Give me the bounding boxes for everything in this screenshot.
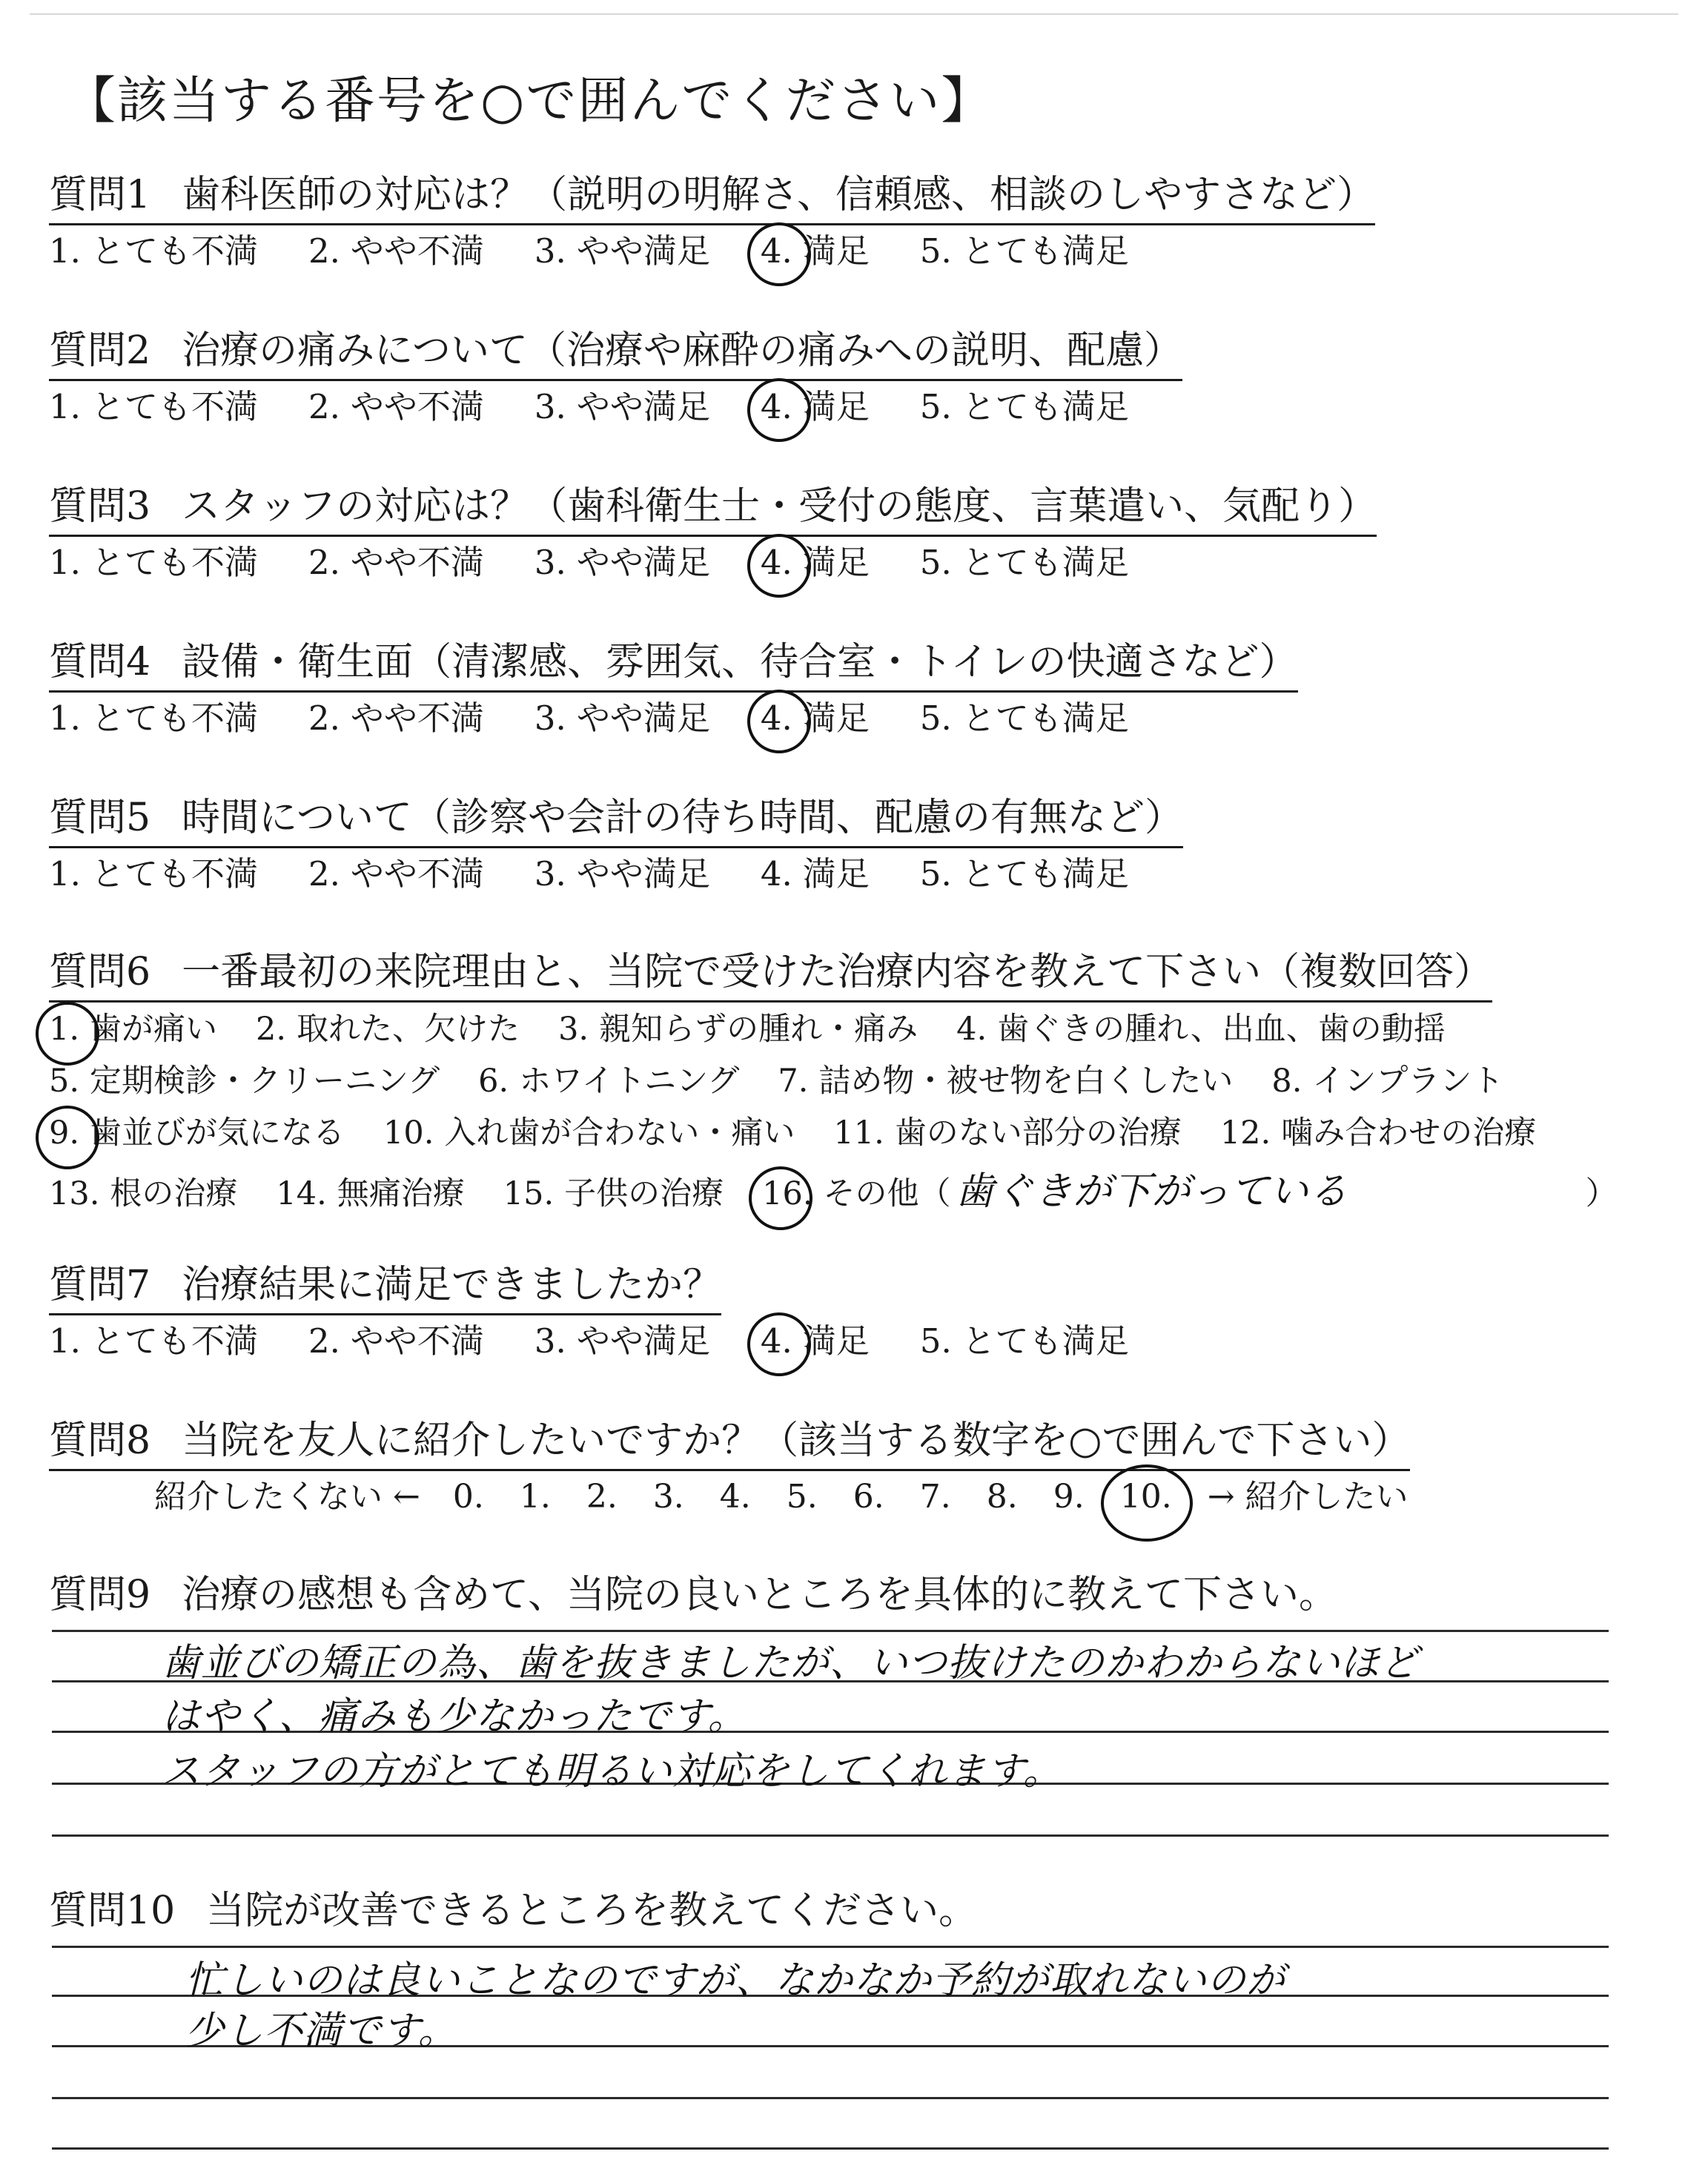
scale-value-5[interactable]: 5. — [786, 1478, 818, 1516]
question-2-number: 質問2 — [49, 328, 151, 373]
answer-rule — [52, 1834, 1609, 1837]
scale-value-2[interactable]: 2. — [586, 1478, 618, 1516]
reason-option-5[interactable] — [49, 1056, 440, 1101]
option-number: 3. — [534, 1321, 566, 1361]
question-6-row-1 — [49, 1004, 1484, 1049]
option-number: 2. — [308, 543, 340, 582]
option-label: 子供の治療 — [564, 1175, 724, 1212]
rating-option-2[interactable] — [308, 1314, 484, 1362]
rating-option-4[interactable] — [761, 535, 870, 584]
question-4 — [49, 630, 1298, 693]
option-label: やや満足 — [576, 543, 710, 582]
option-label: その他（ — [823, 1175, 951, 1212]
rating-option-5[interactable] — [920, 380, 1129, 428]
option-label: とても不満 — [90, 543, 258, 582]
scale-value-7[interactable]: 7. — [919, 1478, 951, 1516]
rating-option-3[interactable] — [534, 535, 710, 584]
option-label: 根の治療 — [110, 1175, 238, 1212]
other-close-paren: ） — [1585, 1175, 1618, 1212]
option-number: 5. — [919, 698, 952, 738]
option-number: 5. — [919, 231, 952, 271]
question-7-text: 治療結果に満足できましたか？ — [182, 1263, 722, 1307]
option-label: とても不満 — [90, 1321, 258, 1361]
reason-option-9[interactable] — [49, 1108, 345, 1153]
option-label: やや満足 — [576, 1321, 710, 1361]
question-6 — [49, 940, 1492, 1003]
option-label: 無痛治療 — [337, 1175, 465, 1212]
question-8-number: 質問8 — [49, 1418, 151, 1463]
question-8-scale — [154, 1470, 1409, 1517]
option-label: 親知らずの腫れ・痛み — [599, 1011, 918, 1048]
answer-rule — [52, 2097, 1609, 2099]
question-10 — [49, 1879, 977, 1935]
q9-answer-line-2: はやく、痛みも少なかったです。 — [162, 1694, 747, 1739]
option-number: 2. — [308, 387, 340, 426]
question-5-options — [49, 847, 1179, 895]
page-title: 【該当する番号を○で囲んでください】 — [65, 72, 993, 131]
reason-option-13[interactable] — [49, 1169, 237, 1214]
option-number: 6. — [478, 1063, 509, 1100]
question-7 — [49, 1253, 721, 1315]
question-1-text: 歯科医師の対応は？（説明の明解さ、信頼感、相談のしやすさなど） — [182, 173, 1376, 217]
rating-option-4[interactable] — [761, 847, 870, 895]
rating-option-5[interactable] — [920, 535, 1129, 584]
option-label: インプラント — [1312, 1063, 1504, 1100]
option-label: 詰め物・被せ物を白くしたい — [818, 1063, 1234, 1100]
question-7-number: 質問7 — [49, 1263, 151, 1307]
option-number: 3. — [534, 698, 566, 738]
rating-option-3[interactable] — [534, 224, 710, 272]
option-label: やや不満 — [350, 231, 484, 271]
question-2-text: 治療の痛みについて（治療や麻酔の痛みへの説明、配慮） — [182, 328, 1183, 373]
scale-value-1[interactable]: 1. — [519, 1478, 551, 1516]
option-label: 定期検診・クリーニング — [90, 1063, 440, 1100]
option-label: やや満足 — [576, 854, 710, 894]
rating-option-1[interactable] — [49, 380, 258, 428]
option-number: 4. — [760, 698, 792, 738]
option-number: 3. — [534, 543, 566, 582]
option-label: 満足 — [802, 1321, 870, 1361]
rating-option-5[interactable] — [920, 224, 1129, 272]
rating-option-2[interactable] — [308, 691, 484, 739]
reason-option-1[interactable] — [49, 1004, 217, 1049]
question-10-text: 当院が改善できるところを教えてください。 — [206, 1889, 978, 1933]
question-6-text: 一番最初の来院理由と、当院で受けた治療内容を教えて下さい（複数回答） — [182, 950, 1493, 994]
option-number: 5. — [919, 1321, 952, 1361]
question-7-options — [49, 1314, 1179, 1362]
option-label: 満足 — [802, 387, 870, 426]
rating-option-3[interactable] — [534, 380, 710, 428]
rating-option-2[interactable] — [308, 224, 484, 272]
option-number: 2. — [308, 698, 340, 738]
rating-option-1[interactable] — [49, 224, 258, 272]
rating-option-3[interactable] — [534, 691, 710, 739]
scale-value-9[interactable]: 9. — [1053, 1478, 1085, 1516]
option-label: 入れ歯が合わない・痛い — [444, 1114, 795, 1152]
question-9-number: 質問9 — [49, 1573, 151, 1617]
option-label: とても不満 — [90, 231, 258, 271]
rating-option-2[interactable] — [308, 380, 484, 428]
option-number: 4. — [760, 543, 792, 582]
question-6-row-2 — [49, 1056, 1542, 1101]
reason-option-2[interactable] — [256, 1004, 520, 1049]
question-1-number: 質問1 — [49, 173, 151, 217]
rating-option-1[interactable] — [49, 1314, 258, 1362]
option-number: 14. — [276, 1175, 327, 1212]
rating-option-4[interactable] — [761, 1314, 870, 1362]
question-6-row-3 — [49, 1108, 1575, 1153]
question-6-row-4 — [49, 1160, 1618, 1215]
other-reason-handwriting: 歯ぐきが下がっている — [955, 1169, 1348, 1214]
reason-option-4[interactable] — [956, 1004, 1446, 1049]
rating-option-1[interactable] — [49, 847, 258, 895]
reason-option-11[interactable] — [833, 1108, 1181, 1153]
option-number: 9. — [49, 1114, 80, 1152]
option-number: 13. — [49, 1175, 100, 1212]
option-number: 4. — [760, 854, 792, 894]
question-5-text: 時間について（診察や会計の待ち時間、配慮の有無など） — [182, 796, 1184, 840]
option-label: やや満足 — [576, 231, 710, 271]
question-8 — [49, 1409, 1410, 1471]
option-number: 4. — [760, 231, 792, 271]
reason-option-12[interactable] — [1220, 1108, 1536, 1153]
reason-option-16[interactable] — [762, 1169, 950, 1214]
option-number: 4. — [956, 1011, 987, 1048]
question-3-number: 質問3 — [49, 484, 151, 529]
option-label: やや不満 — [350, 698, 484, 738]
option-number: 5. — [49, 1063, 80, 1100]
question-1-options — [49, 224, 1179, 272]
option-number: 11. — [833, 1114, 884, 1152]
option-number: 10. — [383, 1114, 434, 1152]
q10-answer-line-2: 少し不満です。 — [185, 2009, 457, 2053]
question-5-number: 質問5 — [49, 796, 151, 840]
reason-option-6[interactable] — [478, 1056, 739, 1101]
scale-right-label: → 紹介したい — [1207, 1478, 1409, 1516]
option-number: 4. — [760, 1321, 792, 1361]
answer-rule — [52, 2147, 1609, 2150]
option-number: 3. — [534, 854, 566, 894]
question-9-text: 治療の感想も含めて、当院の良いところを具体的に教えて下さい。 — [182, 1573, 1338, 1617]
option-number: 16. — [762, 1175, 813, 1212]
option-label: やや不満 — [350, 387, 484, 426]
rating-option-4[interactable] — [761, 691, 870, 739]
option-label: 満足 — [802, 543, 870, 582]
question-1 — [49, 163, 1375, 225]
q10-answer-line-1: 忙しいのは良いことなのですが、なかなか予約が取れないのが — [185, 1958, 1286, 2003]
q9-answer-line-3: スタッフの方がとても明るい対応をしてくれます。 — [162, 1749, 1062, 1794]
rating-option-3[interactable] — [534, 847, 710, 895]
option-number: 1. — [49, 1011, 80, 1048]
question-4-number: 質問4 — [49, 640, 151, 684]
option-label: とても不満 — [90, 387, 258, 426]
scale-value-4[interactable]: 4. — [719, 1478, 751, 1516]
question-3 — [49, 475, 1377, 537]
option-label: 歯ぐきの腫れ、出血、歯の動揺 — [997, 1011, 1446, 1048]
option-label: 噛み合わせの治療 — [1281, 1114, 1537, 1152]
option-label: やや不満 — [350, 1321, 484, 1361]
reason-option-7[interactable] — [778, 1056, 1233, 1101]
option-label: やや不満 — [350, 543, 484, 582]
reason-option-15[interactable] — [503, 1169, 724, 1214]
option-number: 2. — [308, 231, 340, 271]
option-label: 満足 — [802, 854, 870, 894]
rating-option-1[interactable] — [49, 691, 258, 739]
rating-option-5[interactable] — [920, 847, 1129, 895]
rating-option-1[interactable] — [49, 535, 258, 584]
question-6-number: 質問6 — [49, 950, 151, 994]
option-label: やや満足 — [576, 698, 710, 738]
scale-left-label: 紹介したくない ← — [154, 1478, 420, 1516]
question-5 — [49, 786, 1183, 848]
reason-option-8[interactable] — [1271, 1056, 1503, 1101]
option-label: とても満足 — [961, 1321, 1129, 1361]
answer-rule — [52, 1946, 1609, 1948]
option-label: とても満足 — [961, 854, 1129, 894]
scale-value-10[interactable]: 10. — [1119, 1478, 1172, 1516]
option-number: 1. — [49, 543, 81, 582]
rating-option-4[interactable] — [761, 224, 870, 272]
reason-option-10[interactable] — [383, 1108, 795, 1153]
option-number: 5. — [919, 387, 952, 426]
question-4-options — [49, 691, 1179, 739]
option-number: 2. — [308, 854, 340, 894]
option-label: とても満足 — [961, 387, 1129, 426]
question-9 — [49, 1563, 1337, 1619]
reason-option-14[interactable] — [276, 1169, 464, 1214]
option-label: 歯のない部分の治療 — [894, 1114, 1182, 1152]
option-label: 歯が痛い — [90, 1011, 218, 1048]
rating-option-4[interactable] — [761, 380, 870, 428]
question-2 — [49, 319, 1182, 381]
option-number: 1. — [49, 231, 81, 271]
option-number: 2. — [308, 1321, 340, 1361]
rating-option-3[interactable] — [534, 1314, 710, 1362]
option-number: 1. — [49, 387, 81, 426]
option-number: 2. — [256, 1011, 287, 1048]
question-8-text: 当院を友人に紹介したいですか？（該当する数字を○で囲んで下さい） — [182, 1418, 1411, 1463]
scale-value-3[interactable]: 3. — [652, 1478, 684, 1516]
option-label: ホワイトニング — [519, 1063, 740, 1100]
option-label: 取れた、欠けた — [297, 1011, 520, 1048]
option-number: 5. — [919, 543, 952, 582]
option-number: 8. — [1271, 1063, 1302, 1100]
scale-value-8[interactable]: 8. — [986, 1478, 1018, 1516]
question-2-options — [49, 380, 1179, 428]
option-number: 7. — [778, 1063, 809, 1100]
option-number: 1. — [49, 698, 81, 738]
option-label: とても満足 — [961, 543, 1129, 582]
option-label: やや不満 — [350, 854, 484, 894]
scale-value-0[interactable]: 0. — [452, 1478, 484, 1516]
option-label: 満足 — [802, 231, 870, 271]
question-3-options — [49, 535, 1179, 584]
question-3-text: スタッフの対応は？（歯科衛生士・受付の態度、言葉遣い、気配り） — [182, 484, 1377, 529]
option-number: 3. — [534, 387, 566, 426]
rating-option-5[interactable] — [920, 691, 1129, 739]
option-number: 3. — [558, 1011, 589, 1048]
rating-option-5[interactable] — [920, 1314, 1129, 1362]
reason-option-3[interactable] — [558, 1004, 918, 1049]
rating-option-2[interactable] — [308, 847, 484, 895]
option-number: 1. — [49, 854, 81, 894]
option-label: やや満足 — [576, 387, 710, 426]
scale-value-6[interactable]: 6. — [853, 1478, 884, 1516]
option-number: 4. — [760, 387, 792, 426]
option-label: とても満足 — [961, 231, 1129, 271]
option-number: 1. — [49, 1321, 81, 1361]
option-label: とても不満 — [90, 698, 258, 738]
rating-option-2[interactable] — [308, 535, 484, 584]
q9-answer-line-1: 歯並びの矯正の為、歯を抜きましたが、いつ抜けたのかわからないほど — [162, 1641, 1420, 1685]
option-number: 5. — [919, 854, 952, 894]
option-label: とても満足 — [961, 698, 1129, 738]
scan-edge-line — [30, 13, 1678, 15]
option-number: 12. — [1219, 1114, 1271, 1152]
question-4-text: 設備・衛生面（清潔感、雰囲気、待合室・トイレの快適さなど） — [182, 640, 1298, 684]
question-10-number: 質問10 — [49, 1889, 176, 1933]
option-label: 歯並びが気になる — [90, 1114, 345, 1152]
option-number: 15. — [503, 1175, 555, 1212]
option-label: とても不満 — [90, 854, 258, 894]
option-number: 3. — [534, 231, 566, 271]
option-label: 満足 — [802, 698, 870, 738]
